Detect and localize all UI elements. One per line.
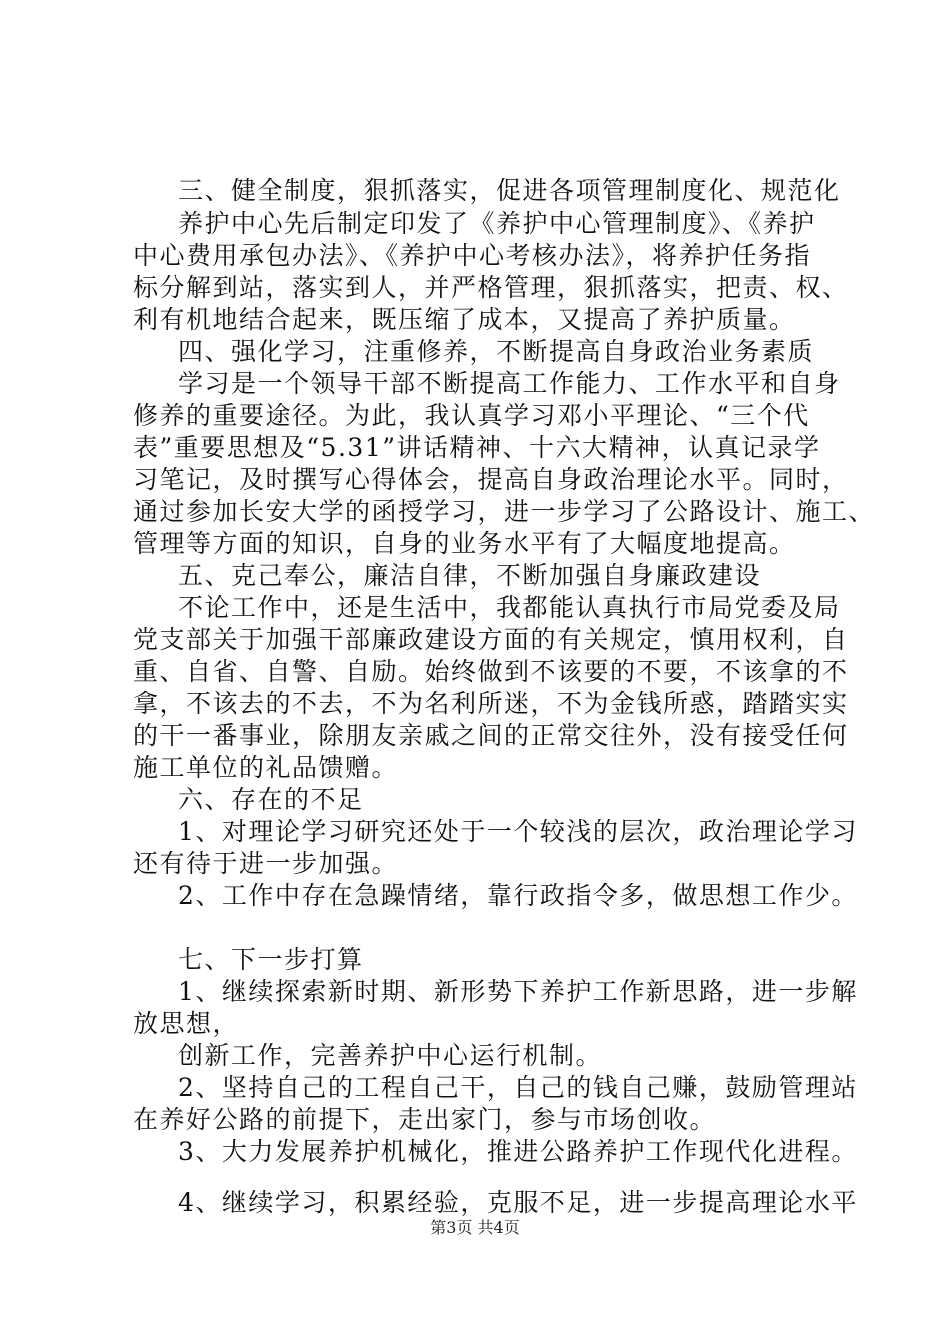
text-line: 还有待于进一步加强。	[133, 849, 399, 878]
text-line: 拿，不该去的不去，不为名利所迷，不为金钱所惑，踏踏实实	[133, 689, 849, 718]
text-line: 1、对理论学习研究还处于一个较浅的层次，政治理论学习	[178, 817, 858, 846]
text-line: 的干一番事业，除朋友亲戚之间的正常交往外，没有接受任何	[133, 721, 849, 750]
text-line: 2、坚持自己的工程自己干，自己的钱自己赚，鼓励管理站	[178, 1073, 858, 1102]
page-number-footer: 第3页 共4页	[430, 1218, 520, 1237]
text-line: 4、继续学习，积累经验，克服不足，进一步提高理论水平	[178, 1188, 858, 1217]
text-line: 习笔记，及时撰写心得体会，提高自身政治理论水平。同时，	[133, 465, 849, 494]
text-line: 重、自省、自警、自励。始终做到不该要的不要，不该拿的不	[133, 657, 849, 686]
text-line: 五、克己奉公，廉洁自律，不断加强自身廉政建设	[178, 561, 762, 590]
text-line: 在养好公路的前提下，走出家门，参与市场创收。	[133, 1105, 717, 1134]
text-line: 1、继续探索新时期、新形势下养护工作新思路，进一步解	[178, 977, 858, 1006]
text-line: 六、存在的不足	[178, 785, 364, 814]
text-line: 管理等方面的知识，自身的业务水平有了大幅度地提高。	[133, 529, 796, 558]
text-line: 表”重要思想及“5.31”讲话精神、十六大精神，认真记录学	[133, 433, 821, 462]
text-line: 利有机地结合起来，既压缩了成本，又提高了养护质量。	[133, 305, 796, 334]
text-line: 标分解到站，落实到人，并严格管理，狠抓落实，把责、权、	[133, 273, 849, 302]
text-line: 修养的重要途径。为此，我认真学习邓小平理论、“三个代	[133, 401, 810, 430]
text-line: 中心费用承包办法》、《养护中心考核办法》，将养护任务指	[133, 241, 812, 270]
text-line: 不论工作中，还是生活中，我都能认真执行市局党委及局	[178, 593, 841, 622]
text-line: 养护中心先后制定印发了《养护中心管理制度》、《养护	[178, 209, 816, 238]
text-line: 党支部关于加强干部廉政建设方面的有关规定，慎用权利，自	[133, 625, 849, 654]
text-line: 创新工作，完善养护中心运行机制。	[178, 1041, 603, 1070]
text-line: 学习是一个领导干部不断提高工作能力、工作水平和自身	[178, 369, 841, 398]
text-line: 放思想，	[133, 1009, 240, 1038]
text-line: 三、健全制度，狠抓落实，促进各项管理制度化、规范化	[178, 176, 841, 205]
text-line: 通过参加长安大学的函授学习，进一步学习了公路设计、施工、	[133, 497, 876, 526]
text-line: 七、下一步打算	[178, 945, 364, 974]
text-line: 3、大力发展养护机械化，推进公路养护工作现代化进程。	[178, 1137, 858, 1166]
text-line: 2、工作中存在急躁情绪，靠行政指令多，做思想工作少。	[178, 881, 858, 910]
text-line: 施工单位的礼品馈赠。	[133, 753, 399, 782]
text-line: 四、强化学习，注重修养，不断提高自身政治业务素质	[178, 337, 815, 366]
